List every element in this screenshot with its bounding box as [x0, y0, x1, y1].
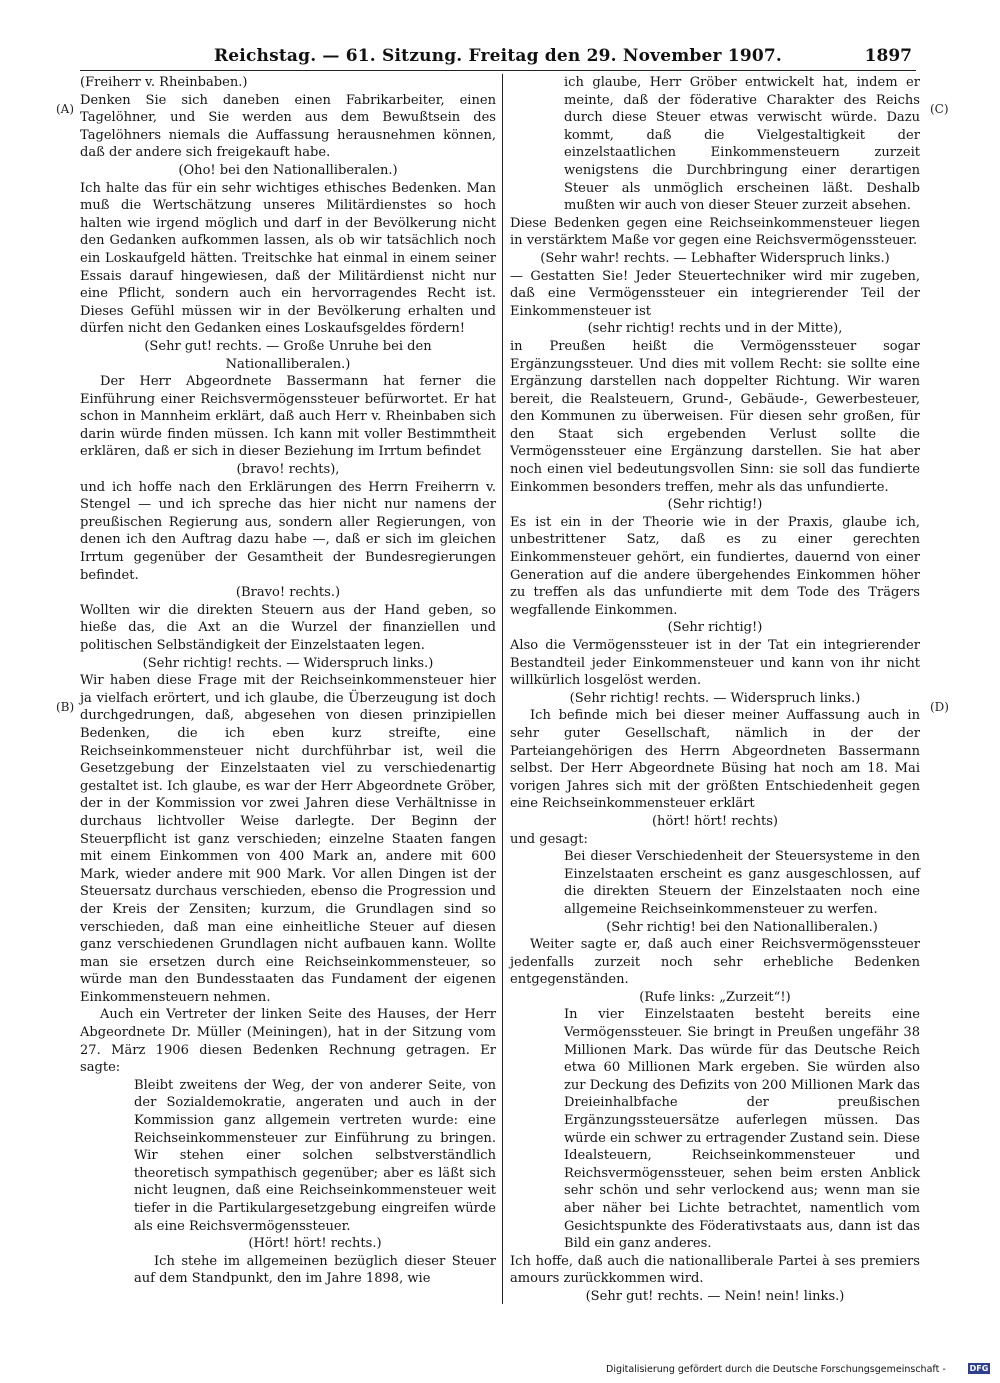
paragraph: Weiter sagte er, daß auch einer Reichsvermögenssteuer jedenfalls zurzeit noch sehr erhebliche Bedenken entgegenständen. — [510, 937, 920, 988]
paragraph: Wollten wir die direkten Steuern aus der Hand geben, so hieße das, die Axt an die Wurzel der finanziellen und politischen Selbständigkeit der Einzelstaaten legen. — [80, 602, 496, 653]
paragraph: und ich hoffe nach den Erklärungen des Herrn Freiherrn v. Stengel — und ich spreche das hier nicht nur namens der preußischen Regierung aus, sondern aller Regierungen, von denen ich den Auftrag dazu habe —, daß er sich im gleichen Irrtum gegenüber der Gesamtheit der Bundesregierungen befindet. — [80, 479, 496, 583]
quotation-block — [510, 1006, 920, 1252]
quotation: Ich stehe im allgemeinen bezüglich dieser Steuer auf dem Standpunkt, den im Jahre 1898, wie — [134, 1253, 496, 1287]
speaker-note: (Freiherr v. Rheinbaben.) — [80, 75, 248, 90]
quotation-block — [80, 1077, 496, 1288]
dfg-logo: DFG — [969, 1364, 989, 1373]
paragraph: Ich befinde mich bei dieser meiner Auffassung auch in sehr guter Gesellschaft, nämlich in der der Parteiangehörigen des Herrn Abgeordneten Bassermann selbst. Der Herr Abgeordnete Büsing hat noch am 18. Mai vorigen Jahres sich mit der größten Entschiedenheit gegen eine Reichseinkommensteuer erklärt — [510, 708, 920, 812]
interjection: (Sehr richtig! rechts. — Widerspruch links.) — [142, 655, 434, 671]
margin-marker-c: (C) — [930, 102, 949, 116]
interjection: (Hört! hört! rechts.) — [248, 1236, 382, 1252]
paragraph: Wir haben diese Frage mit der Reichseinkommensteuer hier ja vielfach erörtert, und ich glaube, die Überzeugung ist doch durchgedrungen, daß, abgesehen von diesen prinzipiellen Bedenken, die ich eben kurz streifte, eine Reichseinkommensteuer nicht durchführbar ist, weil die Gesetzgebung der Einzelstaaten viel zu verschiedenartig gestaltet ist. Ich glaube, es war der Herr Abgeordnete Gröber, der in der Kommission vor zwei Jahren diese Verhältnisse in durchaus lichtvoller Weise darlegte. Der Beginn der Steuerpflicht ist ganz verschieden; einzelne Staaten fangen mit einem Einkommen von 400 Mark an, andere mit 600 Mark, wieder andere mit 900 Mark. Vor allen Dingen ist der Steuersatz durchaus verschieden, ebenso die Progression und der Kreis der Zensiten; kurzum, die Grundlagen sind so verschieden, daß man eine einheitliche Steuer auf diesen ganz verschiedenen Grundlagen nicht aufbauen kann. Wollte man sie ersetzen durch eine Reichseinkommensteuer, so würde man den Bundesstaaten das Fundament der eigenen Einkommensteuern nehmen. — [80, 673, 496, 1005]
quotation: Bei dieser Verschiedenheit der Steuersysteme in den Einzelstaaten erscheint es ganz ausgeschlossen, auf die direkten Steuern der Einzelstaaten noch eine allgemeine Reichseinkommensteuer zu werfen. — [564, 849, 920, 917]
left-column — [80, 74, 496, 1288]
quotation-block — [510, 848, 920, 936]
paragraph: Auch ein Vertreter der linken Seite des Hauses, der Herr Abgeordnete Dr. Müller (Meiningen), hat in der Sitzung vom 27. März 1906 diesen Bedenken Rechnung getragen. Er sagte: — [80, 1007, 496, 1076]
paragraph: und gesagt: — [510, 831, 588, 847]
paragraph: Also die Vermögenssteuer ist in der Tat ein integrierender Bestandteil jeder Einkommensteuer und kann von ihr nicht willkürlich losgelöst werden. — [510, 638, 920, 689]
interjection: (Sehr richtig! bei den Nationalliberalen.) — [606, 919, 878, 935]
margin-marker-d: (D) — [930, 700, 949, 714]
interjection: (Rufe links: „Zurzeit“!) — [639, 989, 791, 1005]
digitization-credit: Digitalisierung gefördert durch die Deutsche Forschungsgemeinschaft - — [606, 1364, 946, 1375]
margin-marker-b: (B) — [56, 700, 75, 714]
running-title: Reichstag. — 61. Sitzung. Freitag den 29. November 1907. — [213, 46, 783, 66]
interjection: (sehr richtig! rechts und in der Mitte), — [587, 321, 843, 337]
paragraph: Denken Sie sich daneben einen Fabrikarbeiter, einen Tagelöhner, und Sie werden aus dem Bewußtsein des Tagelöhners niemals die Auffassung herausnehmen können, daß der andere sich freigekauft habe. — [80, 92, 496, 161]
interjection: (Sehr gut! rechts. — Große Unruhe bei den Nationalliberalen.) — [144, 338, 432, 372]
paragraph: — Gestatten Sie! Jeder Steuertechniker wird mir zugeben, daß eine Vermögenssteuer ein integrierender Teil der Einkommensteuer ist — [510, 268, 920, 319]
interjection: (Sehr wahr! rechts. — Lebhafter Widerspruch links.) — [540, 250, 890, 266]
interjection: (Sehr richtig!) — [667, 497, 763, 513]
interjection: (Sehr richtig!) — [667, 620, 763, 636]
quotation: ich glaube, Herr Gröber entwickelt hat, indem er meinte, daß der föderative Charakter des Reichs durch diese Steuer etwas verwischt würde. Dazu kommt, daß die Vielgestaltigkeit der einzelstaatlichen Einkommensteuern zurzeit wenigstens die Durchbringung einer derartigen Steuer als unmöglich erscheinen läßt. Deshalb mußten wir auch von dieser Steuer zurzeit absehen. — [564, 75, 920, 214]
right-column — [510, 74, 920, 1306]
paragraph: in Preußen heißt die Vermögenssteuer sogar Ergänzungssteuer. Und dies mit vollem Recht: sie sollte eine Ergänzung darstellen nach doppelter Richtung. Wir waren bereit, die Realsteuern, Grund-, Gebäude-, Gewerbesteuer, den Kommunen zu überweisen. Für diesen sehr großen, für den Staat sich ergebenden Verlust sollte die Vermögenssteuer eine Ergänzung darstellen. Sie hat aber noch einen viel bedeutungsvollen Sinn: sie soll das fundierte Einkommen besonders treffen, mehr als das unfundierte. — [510, 338, 920, 495]
paragraph: Diese Bedenken gegen eine Reichseinkommensteuer liegen in verstärktem Maße vor gegen eine Reichsvermögenssteuer. — [510, 215, 920, 249]
paragraph: Ich halte das für ein sehr wichtiges ethisches Bedenken. Man muß die Wertschätzung unseres Militärdienstes so hoch halten wie irgend möglich und darf in der Bevölkerung nicht den Gedanken aufkommen lassen, als ob wir tatsächlich noch ein Loskaufgeld hätten. Treitschke hat einmal in einem seiner Essais darauf hingewiesen, daß der Militärdienst nicht nur eine Pflicht, sondern auch ein hervorragendes Recht ist. Dieses Gefühl müssen wir in der Bevölkerung erhalten und dürfen nicht den Gedanken eines Loskaufsgeldes fördern! — [80, 180, 496, 337]
quotation-block — [510, 74, 920, 215]
paragraph: Der Herr Abgeordnete Bassermann hat ferner die Einführung einer Reichsvermögenssteuer befürwortet. Er hat schon in Mannheim erklärt, daß auch Herr v. Rheinbaben sich darin würde finden müssen. Ich kann mit voller Bestimmtheit erklären, daß er sich in dieser Beziehung im Irrtum befindet — [80, 374, 496, 460]
interjection: (Sehr richtig! rechts. — Widerspruch links.) — [569, 690, 861, 706]
interjection: (Oho! bei den Nationalliberalen.) — [178, 162, 398, 178]
margin-marker-a: (A) — [56, 102, 75, 116]
quotation: In vier Einzelstaaten besteht bereits eine Vermögenssteuer. Sie bringt in Preußen ungefähr 38 Millionen Mark. Das würde für das Deutsche Reich etwa 60 Millionen Mark ergeben. Sie würden also zur Deckung des Defizits von 200 Millionen Mark das Dreieinhalbfache der preußischen Ergänzungssteuersätze auferlegen müssen. Das würde ein schwer zu ertragender Zustand sein. Diese Idealsteuern, Reichseinkommensteuer und Reichsvermögenssteuer, sehen beim ersten Anblick sehr schön und sehr verlockend aus; wenn man sie aber näher bei Lichte betrachtet, namentlich vom Gesichtspunkte des Föderativstaats aus, dann ist das Bild ein ganz anderes. — [564, 1007, 920, 1252]
running-header — [80, 44, 916, 71]
interjection: (Sehr gut! rechts. — Nein! nein! links.) — [585, 1288, 845, 1304]
column-divider — [502, 74, 503, 1304]
page-number: 1897 — [864, 46, 912, 66]
paragraph: Ich hoffe, daß auch die nationalliberale Partei à ses premiers amours zurückkommen wird. — [510, 1253, 920, 1287]
interjection: (bravo! rechts), — [236, 462, 340, 478]
interjection: (hört! hört! rechts) — [651, 813, 779, 829]
quotation: Bleibt zweitens der Weg, der von anderer Seite, von der Sozialdemokratie, angeraten und auch in der Kommission ganz allgemein vertreten wurde: eine Reichseinkommensteuer zur Einführung zu bringen. Wir stehen einer solchen selbstverständlich theoretisch sympathisch gegenüber; aber es läßt sich nicht leugnen, daß eine Reichseinkommensteuer weit tiefer in die Partikulargesetzgebung eingreifen würde als eine Reichsvermögenssteuer. — [134, 1077, 496, 1234]
interjection: (Bravo! rechts.) — [235, 585, 341, 601]
paragraph: Es ist ein in der Theorie wie in der Praxis, glaube ich, unbestrittener Satz, daß es zu einer gerechten Einkommensteuer gehört, ein fundiertes, dauernd von einer Generation auf die andere übergehendes Einkommen höher zu treffen als das unfundierte mit dem Tode des Trägers wegfallende Einkommen. — [510, 514, 920, 618]
